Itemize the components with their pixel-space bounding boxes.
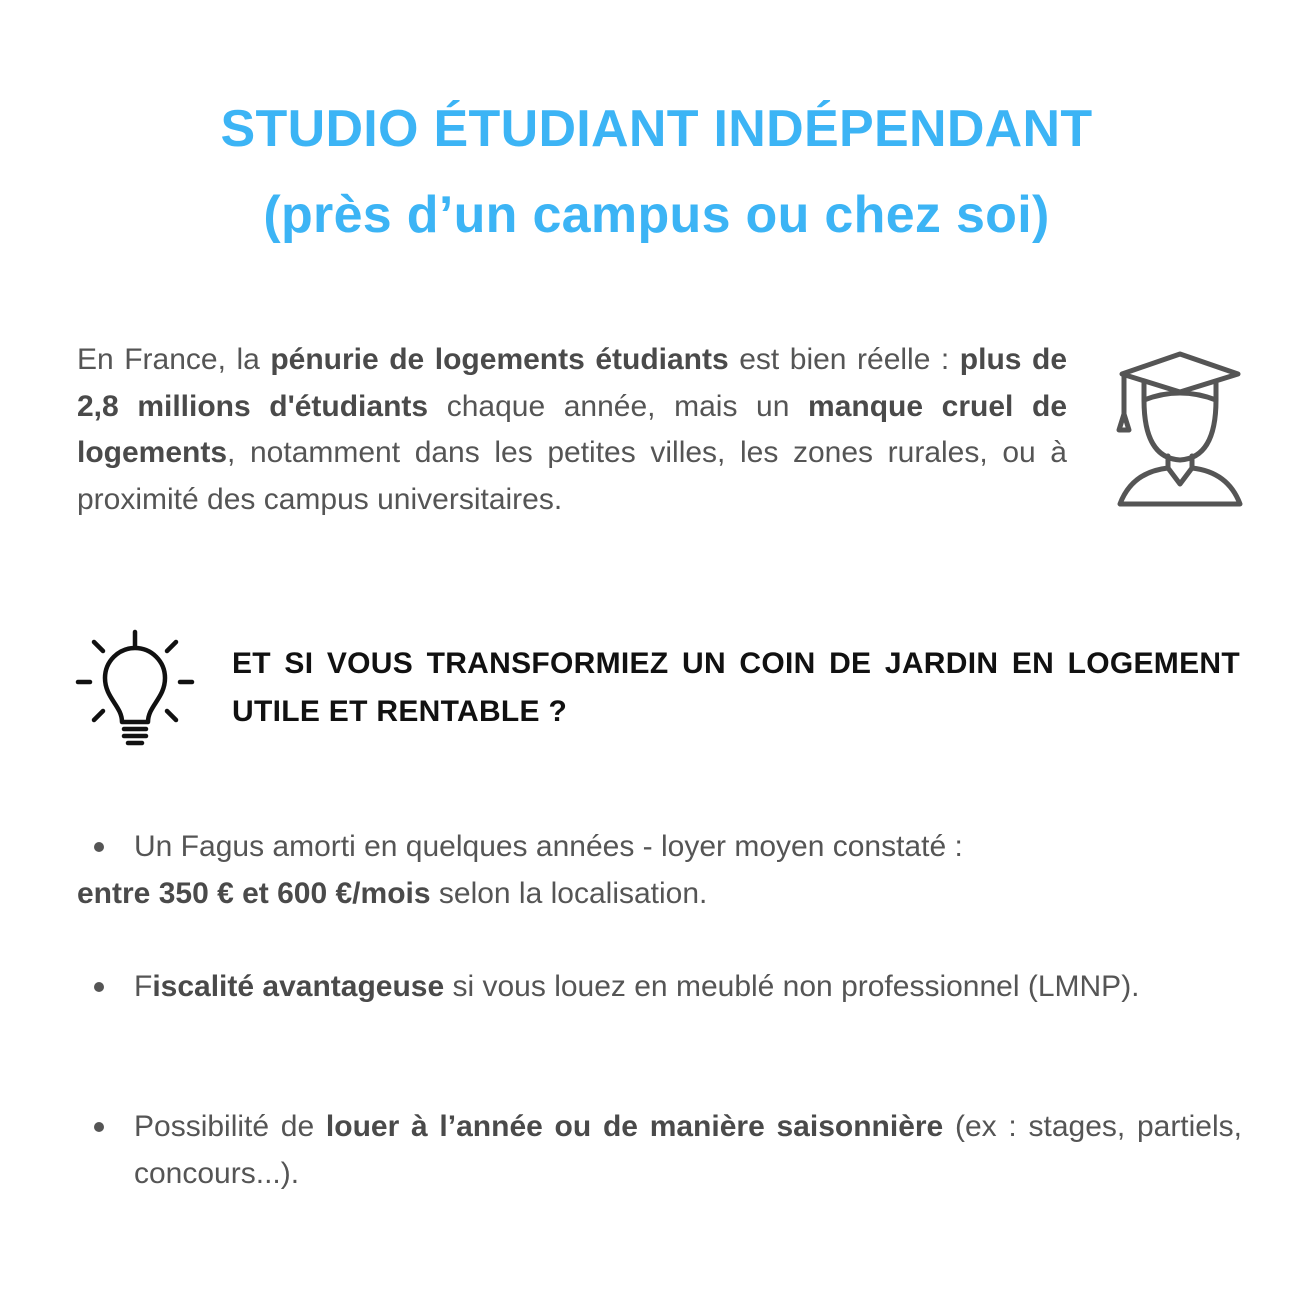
bullet-text: Un Fagus amorti en quelques années - loyer moyen constaté : (134, 830, 963, 863)
bullet-rest: (ex : stages, partiels, concours...). (134, 1110, 1242, 1190)
bullet-dot (94, 1122, 104, 1132)
bullet-bold: entre 350 € et 600 €/mois (77, 877, 431, 910)
intro-bold-1: pénurie de logements étudiants (270, 343, 729, 376)
bullet-first-line (77, 823, 1242, 870)
bullet-amortization (77, 823, 1242, 917)
intro-text-4: , notamment dans les petites villes, les zones rurales, ou à proximité des campus universitaires. (77, 436, 1067, 516)
page-title (0, 86, 1313, 258)
bullet-rest: si vous louez en meublé non professionnel (LMNP). (444, 970, 1140, 1003)
intro-text-3: chaque année, mais un (428, 389, 809, 423)
intro-text-1: En France, la (77, 343, 271, 376)
bullet-bold: iscalité avantageuse (152, 970, 445, 1003)
title-line-2: (près d’un campus ou chez soi) (263, 186, 1050, 244)
graduate-student-icon (1110, 348, 1250, 513)
intro-text-2: est bien réelle : (728, 343, 960, 376)
intro-bold-2: plus de 2,8 millions d'étudiants (77, 343, 1068, 423)
bullet-taxation (134, 963, 1242, 1010)
bullet-first-letter: F (134, 970, 153, 1003)
bullet-second-line (77, 870, 1242, 917)
bullet-rest: selon la localisation. (430, 877, 708, 910)
intro-paragraph (77, 337, 1067, 523)
lightbulb-idea-icon (72, 626, 198, 752)
bullet-text: Possibilité de (134, 1110, 326, 1143)
bullet-bold: louer à l’année ou de manière saisonnière (325, 1110, 944, 1143)
intro-bold-3: manque cruel de logements (77, 389, 1068, 469)
bullet-dot (94, 842, 104, 852)
idea-heading: ET SI VOUS TRANSFORMIEZ UN COIN DE JARDIN EN LOGEMENT UTILE ET RENTABLE ? (232, 647, 1240, 728)
bullet-rental-options (134, 1103, 1242, 1197)
title-line-1: STUDIO ÉTUDIANT INDÉPENDANT (220, 100, 1093, 158)
bullet-dot (94, 982, 104, 992)
